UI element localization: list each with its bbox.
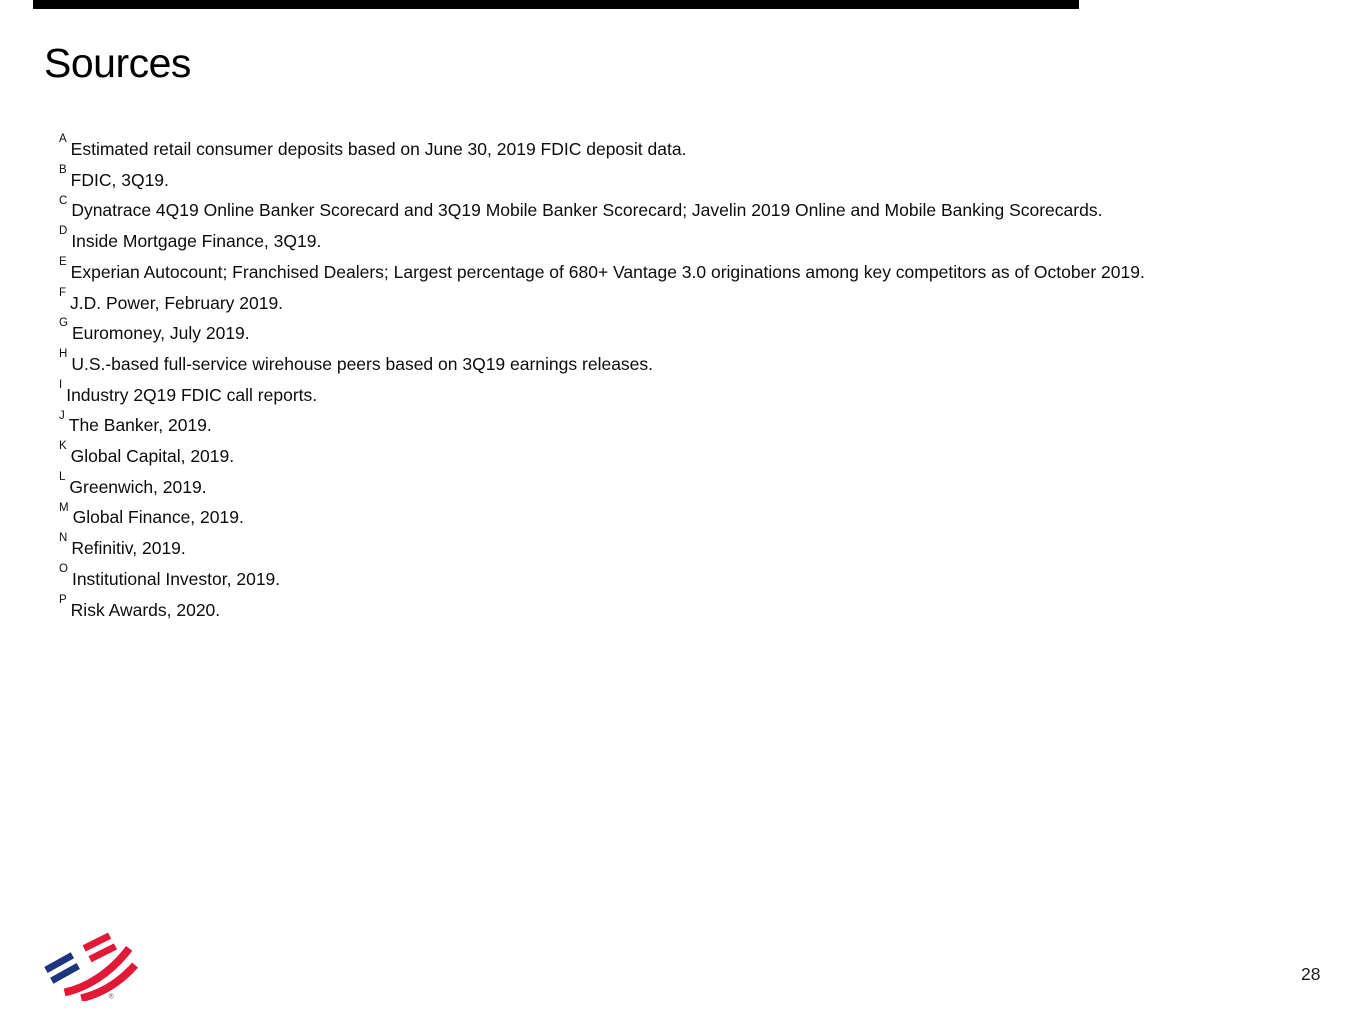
footnote-text: Risk Awards, 2020. <box>70 599 221 620</box>
footnote-marker: M <box>59 501 69 514</box>
footnote-text: The Banker, 2019. <box>68 415 212 436</box>
footnote-line <box>59 533 1145 564</box>
footnote-line <box>59 380 1145 411</box>
top-rule <box>33 0 1079 9</box>
footnote-text: FDIC, 3Q19. <box>70 169 169 190</box>
footnote-marker: O <box>59 563 68 576</box>
footnote-text: Refinitiv, 2019. <box>71 538 186 559</box>
footnotes-list <box>59 134 1145 625</box>
footnote-line <box>59 288 1145 319</box>
footnote-line <box>59 595 1145 626</box>
footnote-marker: B <box>59 163 67 176</box>
page-title: Sources <box>44 40 191 86</box>
footnote-text: Global Finance, 2019. <box>72 507 244 528</box>
footnote-text: Dynatrace 4Q19 Online Banker Scorecard and 3Q19 Mobile Banker Scorecard; Javelin 2019 Online and Mobile Banking Scorecards. <box>71 200 1103 221</box>
footnote-line <box>59 349 1145 380</box>
footnote-marker: F <box>59 286 67 299</box>
footnote-line <box>59 226 1145 257</box>
footnote-line <box>59 134 1145 165</box>
footnote-line <box>59 195 1145 226</box>
bank-of-america-logo-icon <box>42 933 140 1001</box>
footnote-text: Inside Mortgage Finance, 3Q19. <box>71 231 322 252</box>
footnote-marker: G <box>59 317 68 330</box>
footnote-marker: N <box>59 532 68 545</box>
footnote-line <box>59 472 1145 503</box>
footnote-text: Institutional Investor, 2019. <box>71 568 281 589</box>
footnote-marker: E <box>59 255 67 268</box>
footnote-marker: K <box>59 440 67 453</box>
footnote-marker: D <box>59 225 68 238</box>
footnote-line <box>59 502 1145 533</box>
footnote-marker: H <box>59 348 68 361</box>
registered-mark: ® <box>108 993 114 1001</box>
footnote-marker: L <box>59 470 66 483</box>
footnote-marker: A <box>59 133 67 146</box>
footnote-line <box>59 441 1145 472</box>
footnote-text: U.S.-based full-service wirehouse peers based on 3Q19 earnings releases. <box>71 353 654 374</box>
footnote-line <box>59 165 1145 196</box>
footnote-text: Euromoney, July 2019. <box>71 323 250 344</box>
footnote-marker: J <box>59 409 65 422</box>
footnote-line <box>59 564 1145 595</box>
footnote-marker: P <box>59 593 67 606</box>
footnote-line <box>59 410 1145 441</box>
footnote-line <box>59 257 1145 288</box>
footnote-marker: C <box>59 194 68 207</box>
footnote-line <box>59 318 1145 349</box>
footnote-text: Greenwich, 2019. <box>69 476 207 497</box>
footnote-text: Industry 2Q19 FDIC call reports. <box>66 384 318 405</box>
footnote-marker: I <box>59 378 63 391</box>
footnote-text: J.D. Power, February 2019. <box>70 292 284 313</box>
footnote-text: Experian Autocount; Franchised Dealers; Largest percentage of 680+ Vantage 3.0 originations among key competitors as of October 2019. <box>70 261 1145 282</box>
page-number: 28 <box>1301 964 1321 984</box>
footnote-text: Estimated retail consumer deposits based on June 30, 2019 FDIC deposit data. <box>70 139 687 159</box>
footnote-text: Global Capital, 2019. <box>70 446 235 467</box>
